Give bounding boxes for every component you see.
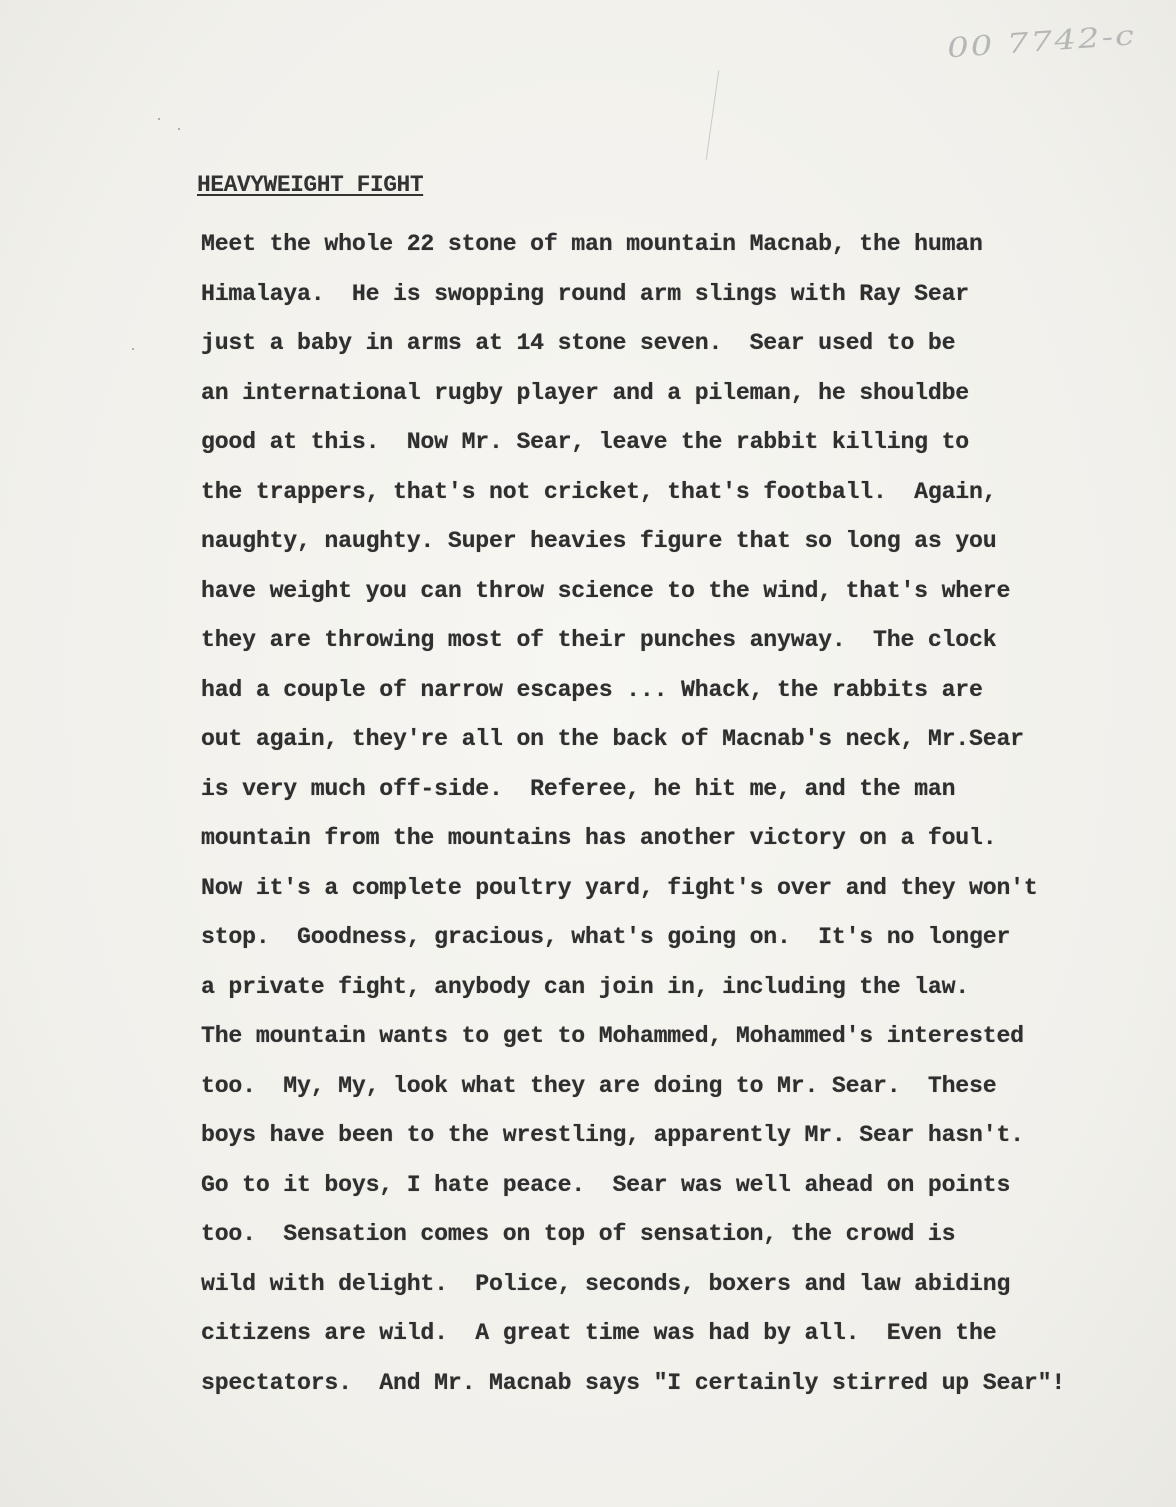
text-line: Go to it boys, I hate peace. Sear was well ahead on points — [201, 1171, 1011, 1198]
paper-speck — [158, 118, 160, 120]
text-line: a private fight, anybody can join in, including the law. — [201, 973, 970, 1000]
text-line: good at this. Now Mr. Sear, leave the rabbit killing to — [201, 429, 970, 455]
text-line: naughty, naughty. Super heavies figure that so long as you — [201, 528, 997, 554]
text-line: boys have been to the wrestling, apparently Mr. Sear hasn't. — [201, 1122, 1024, 1148]
text-line: they are throwing most of their punches anyway. The clock — [201, 627, 997, 653]
document-heading: HEAVYWEIGHT FIGHT — [197, 172, 424, 198]
text-line: too. My, My, look what they are doing to Mr. Sear. These — [201, 1072, 997, 1099]
text-line: Meet the whole 22 stone of man mountain Macnab, the human — [201, 231, 983, 257]
text-line: the trappers, that's not cricket, that's football. Again, — [201, 478, 997, 505]
paper-speck — [178, 128, 180, 130]
text-line: have weight you can throw science to the wind, that's where — [201, 577, 1011, 604]
text-line: had a couple of narrow escapes ... Whack, the rabbits are — [201, 676, 983, 703]
text-line: out again, they're all on the back of Macnab's neck, Mr.Sear — [201, 726, 1024, 752]
text-line: stop. Goodness, gracious, what's going on. It's no longer — [201, 924, 1011, 950]
text-line: an international rugby player and a pileman, he shouldbe — [201, 379, 970, 406]
paper-speck — [132, 348, 134, 350]
text-line: is very much off-side. Referee, he hit me, and the man — [201, 775, 956, 802]
text-line: citizens are wild. A great time was had by all. Even the — [201, 1320, 997, 1346]
text-line: spectators. And Mr. Macnab says "I certainly stirred up Sear"! — [201, 1369, 1066, 1396]
pencil-mark — [706, 70, 720, 159]
text-line: just a baby in arms at 14 stone seven. Sear used to be — [201, 330, 956, 356]
text-line: The mountain wants to get to Mohammed, Mohammed's interested — [201, 1023, 1024, 1049]
text-line: mountain from the mountains has another victory on a foul. — [201, 825, 997, 851]
text-line: too. Sensation comes on top of sensation, the crowd is — [201, 1221, 956, 1247]
document-number: 00 7742-c — [945, 19, 1137, 65]
text-line: Himalaya. He is swopping round arm slings with Ray Sear — [201, 280, 970, 307]
document-body — [201, 220, 1065, 1408]
text-line: wild with delight. Police, seconds, boxers and law abiding — [201, 1270, 1011, 1297]
text-line: Now it's a complete poultry yard, fight's over and they won't — [201, 874, 1038, 901]
